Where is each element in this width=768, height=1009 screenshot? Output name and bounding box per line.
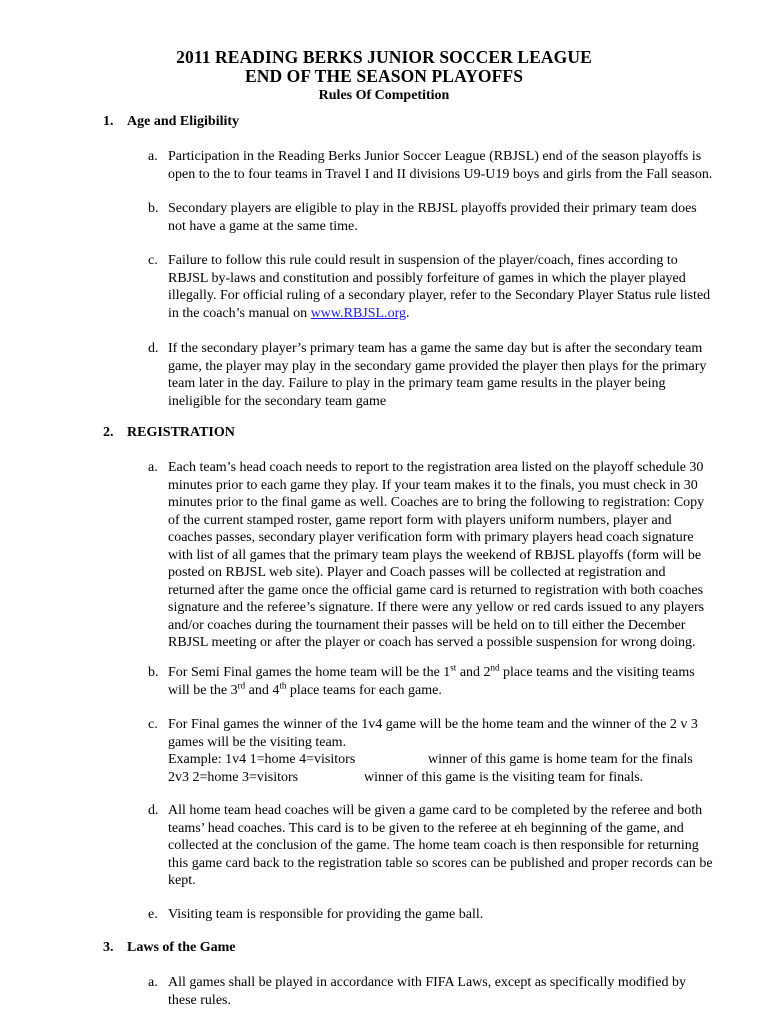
item-text-line: signature and the referee’s signature. If there were any yellow or red cards issued to any players (168, 599, 713, 617)
item-letter: e. (148, 906, 158, 924)
section-title: REGISTRATION (127, 425, 235, 440)
list-item-2c (148, 716, 713, 786)
section-heading-laws (103, 940, 236, 956)
item-text-line: team later in the day. Failure to play in the primary team game results in the player being (168, 375, 713, 393)
example-row (168, 751, 713, 769)
item-text-line: RBJSL meeting or after the player or coach has served a possible suspension for wrong doing. (168, 634, 713, 652)
item-text-line: these rules. (168, 992, 713, 1009)
item-text-line: teams’ head coaches. This card is to be given to the referee at eh beginning of the game, and (168, 820, 713, 838)
item-text-line: RBJSL by-laws and constitution and possibly forfeiture of games in which the player played (168, 270, 713, 288)
rbjsl-website-link[interactable]: www.RBJSL.org (311, 306, 406, 321)
item-text-line: this game card back to the registration table so scores can be published and proper records can be (168, 855, 713, 873)
section-number: 2. (103, 425, 127, 441)
example-row-left: 2v3 2=home 3=visitors (168, 769, 364, 787)
item-letter: c. (148, 716, 158, 734)
item-text-line: ineligible for the secondary team game (168, 393, 713, 411)
list-item-2b (148, 664, 713, 699)
list-item-2e (148, 906, 713, 924)
item-text-line: game, the player may play in the secondary game provided the player then plays for the primary (168, 358, 713, 376)
example-row (168, 769, 713, 787)
item-letter: a. (148, 459, 158, 477)
item-text-line: All games shall be played in accordance with FIFA Laws, except as specifically modified by (168, 974, 713, 992)
item-letter: c. (148, 252, 158, 270)
section-number: 1. (103, 114, 127, 130)
ordinal-superscript: st (450, 662, 456, 672)
item-text-line: not have a game at the same time. (168, 218, 713, 236)
item-text-line: kept. (168, 872, 713, 890)
item-text-line: minutes prior to each game they play. If your team makes it to the finals, you must check in 30 (168, 477, 713, 495)
list-item-1c (148, 252, 713, 322)
item-letter: a. (148, 148, 158, 166)
item-letter: d. (148, 340, 159, 358)
item-text-line: Secondary players are eligible to play in the RBJSL playoffs provided their primary team does (168, 200, 713, 218)
ordinal-superscript: rd (238, 680, 246, 690)
item-letter: b. (148, 664, 159, 682)
item-text-prefix: in the coach’s manual on (168, 306, 311, 321)
text-run: For Semi Final games the home team will be the 1 (168, 665, 450, 680)
item-letter: a. (148, 974, 158, 992)
item-text-line: coaches passes, secondary player verification form with primary players head coach signature (168, 529, 713, 547)
item-text-line: returned after the game once the official game card is returned to registration with both coaches (168, 582, 713, 600)
document-title-line2: END OF THE SEASON PLAYOFFS (0, 66, 768, 87)
item-text-line: illegally. For official ruling of a secondary player, refer to the Secondary Player Status rule listed (168, 287, 713, 305)
example-row-left: Example: 1v4 1=home 4=visitors (168, 751, 428, 769)
item-text-line: If the secondary player’s primary team has a game the same day but is after the secondary team (168, 340, 713, 358)
item-text-line (168, 682, 713, 700)
section-title: Laws of the Game (127, 940, 236, 955)
item-text-line: posted on RBJSL web site). Player and Coach passes will be collected at registration and (168, 564, 713, 582)
text-run: place teams and the visiting teams (500, 665, 695, 680)
item-text-line: Failure to follow this rule could result in suspension of the player/coach, fines according to (168, 252, 713, 270)
item-text-line: collected at the conclusion of the game. The home team coach is then responsible for returning (168, 837, 713, 855)
list-item-1d (148, 340, 713, 410)
list-item-3a (148, 974, 713, 1009)
example-row-right: winner of this game is the visiting team for finals. (364, 770, 643, 785)
item-text-line: For Final games the winner of the 1v4 game will be the home team and the winner of the 2 v 3 (168, 716, 713, 734)
section-heading-age-eligibility (103, 114, 239, 130)
item-text-line: Each team’s head coach needs to report to the registration area listed on the playoff schedule 30 (168, 459, 713, 477)
ordinal-superscript: nd (491, 662, 500, 672)
item-text-line: All home team head coaches will be given a game card to be completed by the referee and both (168, 802, 713, 820)
document-subtitle: Rules Of Competition (0, 88, 768, 104)
section-heading-registration (103, 425, 235, 441)
text-run: and 2 (456, 665, 490, 680)
list-item-1b (148, 200, 713, 235)
text-run: will be the 3 (168, 683, 238, 698)
text-run: place teams for each game. (286, 683, 441, 698)
list-item-2a (148, 459, 713, 652)
list-item-1a (148, 148, 713, 183)
item-text-line (168, 305, 713, 323)
ordinal-superscript: th (279, 680, 286, 690)
item-text-line: Participation in the Reading Berks Junior Soccer League (RBJSL) end of the season playoffs is (168, 148, 713, 166)
item-text-line: and/or coaches during the tournament their passes will be held on to till either the December (168, 617, 713, 635)
item-text-suffix: . (406, 306, 410, 321)
item-text-line: open to the to four teams in Travel I and II divisions U9-U19 boys and girls from the Fall season. (168, 166, 713, 184)
item-text-line: with list of all games that the primary team plays the weekend of RBJSL playoffs (form will be (168, 547, 713, 565)
section-number: 3. (103, 940, 127, 956)
section-title: Age and Eligibility (127, 114, 239, 129)
item-text-line: games will be the visiting team. (168, 734, 713, 752)
text-run: and 4 (245, 683, 279, 698)
item-letter: b. (148, 200, 159, 218)
document-title-line1: 2011 READING BERKS JUNIOR SOCCER LEAGUE (0, 47, 768, 68)
item-text-line (168, 664, 713, 682)
item-letter: d. (148, 802, 159, 820)
item-text-line: Visiting team is responsible for providing the game ball. (168, 906, 713, 924)
list-item-2d (148, 802, 713, 890)
item-text-line: minutes prior to the final game as well. Coaches are to bring the following to registration: Copy (168, 494, 713, 512)
item-text-line: of the current stamped roster, game report form with players uniform numbers, player and (168, 512, 713, 530)
example-row-right: winner of this game is home team for the finals (428, 752, 693, 767)
